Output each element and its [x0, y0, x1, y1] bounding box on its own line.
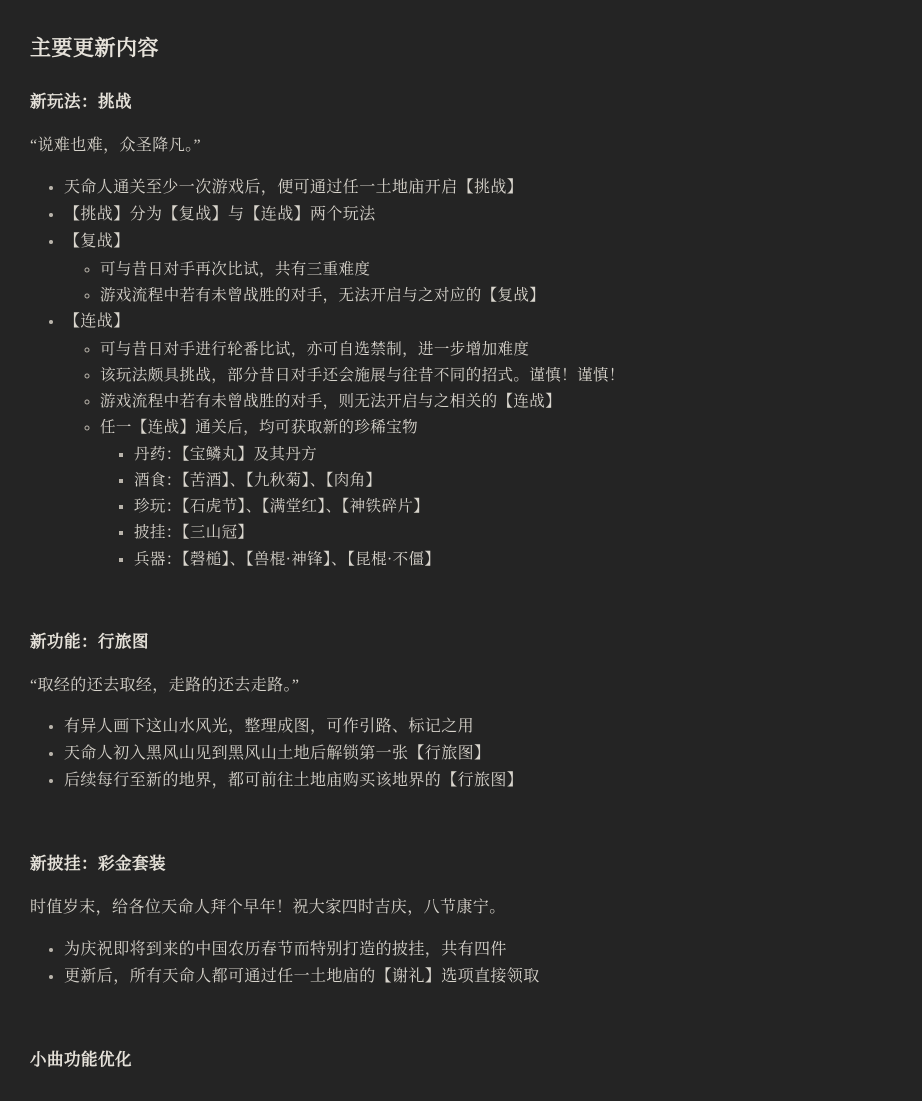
section-heading: 新玩法：挑战: [30, 92, 132, 111]
page-title: 主要更新内容: [30, 36, 159, 60]
list-item: [64, 229, 892, 308]
list-item: ◦ 可与昔日对手再次比试，共有三重难度: [100, 257, 892, 282]
list-item: [64, 309, 892, 572]
list-item: • 天命人初入黑风山见到黑风山土地后解锁第一张【行旅图】: [64, 741, 892, 767]
list-item: ◦ 可与昔日对手进行轮番比试，亦可自选禁制，进一步增加难度: [100, 337, 892, 362]
list-item-label: 任一【连战】通关后，均可获取新的珍稀宝物: [100, 418, 419, 436]
list-item: ▪ 丹药：【宝鳞丸】及其丹方: [134, 442, 892, 467]
list-item: • 更新后，所有天命人都可通过任一土地庙的【谢礼】选项直接领取: [64, 964, 892, 990]
section-heading: 新功能：行旅图: [30, 631, 149, 651]
section-list: [30, 714, 892, 794]
section-heading: 新披挂：彩金套装: [30, 854, 166, 874]
list-item: ▪ 珍玩：【石虎节】、【满堂红】、【神铁碎片】: [134, 494, 892, 519]
list-item: • 后续每行至新的地界，都可前往土地庙购买该地界的【行旅图】: [64, 768, 892, 794]
list-item: • 为庆祝即将到来的中国农历春节而特别打造的披挂，共有四件: [64, 937, 892, 963]
list-item-label: 【复战】: [64, 232, 130, 250]
sub-list: [64, 337, 892, 572]
list-item-label: 【连战】: [64, 312, 130, 330]
reward-list: [100, 442, 892, 572]
sub-list: [64, 257, 892, 308]
section-quote: “说难也难，众圣降凡。”: [30, 137, 202, 154]
section-new-armor: [30, 850, 892, 990]
list-item: • 【挑战】分为【复战】与【连战】两个玩法: [64, 202, 892, 228]
section-quote: 时值岁末，给各位天命人拜个早年！祝大家四时吉庆，八节康宁。: [30, 899, 506, 917]
list-item: ▪ 披挂：【三山冠】: [134, 520, 892, 545]
list-item: ◦ 游戏流程中若有未曾战胜的对手，无法开启与之对应的【复战】: [100, 283, 892, 308]
list-item: ◦ 游戏流程中若有未曾战胜的对手，则无法开启与之相关的【连战】: [100, 389, 892, 414]
section-list: [30, 175, 892, 572]
list-item: ◦ 该玩法颇具挑战，部分昔日对手还会施展与往昔不同的招式。谨慎！谨慎！: [100, 363, 892, 388]
list-item: [100, 415, 892, 572]
list-item: • 天命人通关至少一次游戏后，便可通过任一土地庙开启【挑战】: [64, 175, 892, 201]
section-travel-map: [30, 628, 892, 795]
section-challenge: [30, 88, 892, 572]
list-item: ▪ 酒食：【苦酒】、【九秋菊】、【肉角】: [134, 468, 892, 493]
section-list: [30, 937, 892, 990]
section-quote: “取经的还去取经，走路的还去走路。”: [30, 676, 300, 694]
section-heading-trailing: 小曲功能优化: [30, 1049, 132, 1069]
list-item: ▪ 兵器：【磬槌】、【兽棍·神锋】、【昆棍·不僵】: [134, 547, 892, 572]
list-item: • 有异人画下这山水风光，整理成图，可作引路、标记之用: [64, 714, 892, 740]
